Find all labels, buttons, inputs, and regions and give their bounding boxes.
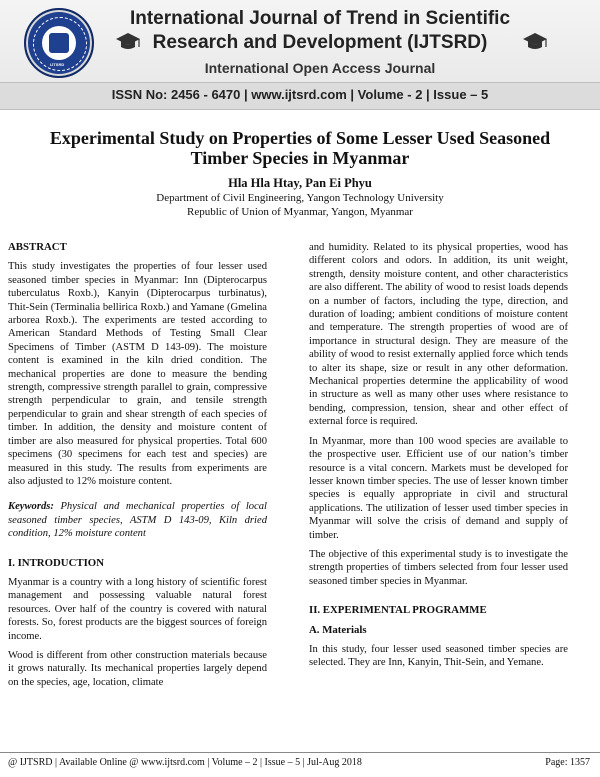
abstract-text: This study investigates the properties of four lesser used seasoned timber species in Myanmar: Inn (Dipterocarpus tuberculatus Roxb.), Kanyin (Dipterocarpus turbinatus), Thit-Sein (Terminalia bellirica Roxb.) and Yamane (Gmelina arborea Roxb.). The experiments are tested according to American Standard Methods of Testing Small Clear Specimens of Timber (ASTM D 143-09). The moisture content is examined in the kiln dried condition. The mechanical properties are done to measure the bending strength, compressive strength parallel to grain, compressive strength perpendicular to grain, and tensile strength perpendicular to grain and shear strength of each species of timber. In addition, the density and moisture content of timber are also measured for physical properties. Total 600 specimens (30 specimens for each test and species) are measured in this study. The results from experiments are also adjusted to 12% moisture content. [8, 261, 267, 487]
logo-text: IJTSRD [50, 62, 65, 67]
keywords [8, 500, 267, 540]
paper-authors: Hla Hla Htay, Pan Ei Phyu [228, 176, 372, 190]
paper-title-line1: Experimental Study on Properties of Some Lesser Used Seasoned [49, 128, 551, 148]
right-para3: The objective of this experimental study is to investigate the strength properties of timbers selected from four lesser used seasoned timber species in Myanmar. [309, 548, 568, 587]
affiliation-line2: Republic of Union of Myanmar, Yangon, Myanmar [187, 206, 413, 218]
abstract-heading: ABSTRACT [8, 241, 67, 253]
right-para1: and humidity. Related to its physical properties, wood has different colors and odors. In addition, its unit weight, strength, density moisture content, and other characteristics are also different. The ability of wood to resist loads depends on a number of factors, including the type, direction, and duration of loading; ambient conditions of moisture content and temperature. The strength properties of wood are of importance in structural design. They are measure of the ability of wood to resist externally applied force which tends to alter its shape, size or result in any other deformation. Mechanical properties determine the applicability of wood in structure as well as many other uses where resistance to bending, compression, tension, shear and other effect of external force is required. [309, 242, 568, 428]
keywords-label: Keywords: [8, 501, 54, 513]
keywords-text: Physical and mechanical properties of local seasoned timber species, ASTM D 143-09, Kiln dried condition, 12% moisture content [8, 501, 267, 540]
ijtsrd-logo-seal [24, 8, 94, 78]
journal-subtitle: International Open Access Journal [204, 60, 436, 76]
footer-left: @ IJTSRD | Available Online @ www.ijtsrd.com | Volume – 2 | Issue – 5 | Jul-Aug 2018 [8, 757, 362, 768]
page-number: Page: 1357 [545, 757, 590, 768]
paper-title-line2: Timber Species in Myanmar [190, 148, 410, 168]
logo-emblem [49, 33, 69, 53]
introduction-para1: Myanmar is a country with a long history of scientific forest management and possessing valuable natural forest resources. Over half of the country is covered with natural forests. So, forest products are the biggest sources of foreign income. [8, 576, 267, 642]
affiliation-line1: Department of Civil Engineering, Yangon Technology University [156, 192, 444, 204]
right-para2: In Myanmar, more than 100 wood species are available to the prospective user. Efficient use of our nation’s timber resource is a vital concern. Markets must be developed for lesser known timber species. The use of lesser known timber species is equally appropriate in civil and structural applications. The utilization of lesser used timber species in Myanmar will solve the crisis of demand and supply of timber. [309, 435, 568, 541]
introduction-heading: I. INTRODUCTION [8, 556, 104, 569]
section2-heading: II. EXPERIMENTAL PROGRAMME [309, 604, 487, 617]
right-para4: In this study, four lesser used seasoned timber species are selected. They are Inn, Kanyin, Thit-Sein, and Yemane. [309, 643, 568, 669]
issn-line: ISSN No: 2456 - 6470 | www.ijtsrd.com | Volume - 2 | Issue – 5 [111, 87, 489, 102]
right-column [309, 241, 568, 676]
graduation-cap-icon [522, 32, 548, 52]
logo-center [42, 26, 76, 60]
journal-title-line1: International Journal of Trend in Scientific [129, 8, 511, 29]
subsection-a-heading: A. Materials [309, 623, 367, 636]
introduction-para2: Wood is different from other construction materials because it grows naturally. Its mechanical properties largely depend on the species, age, location, climate [8, 649, 267, 688]
journal-title-line2: Research and Development (IJTSRD) [152, 32, 488, 53]
left-column [8, 241, 267, 695]
graduation-cap-icon [115, 32, 141, 52]
